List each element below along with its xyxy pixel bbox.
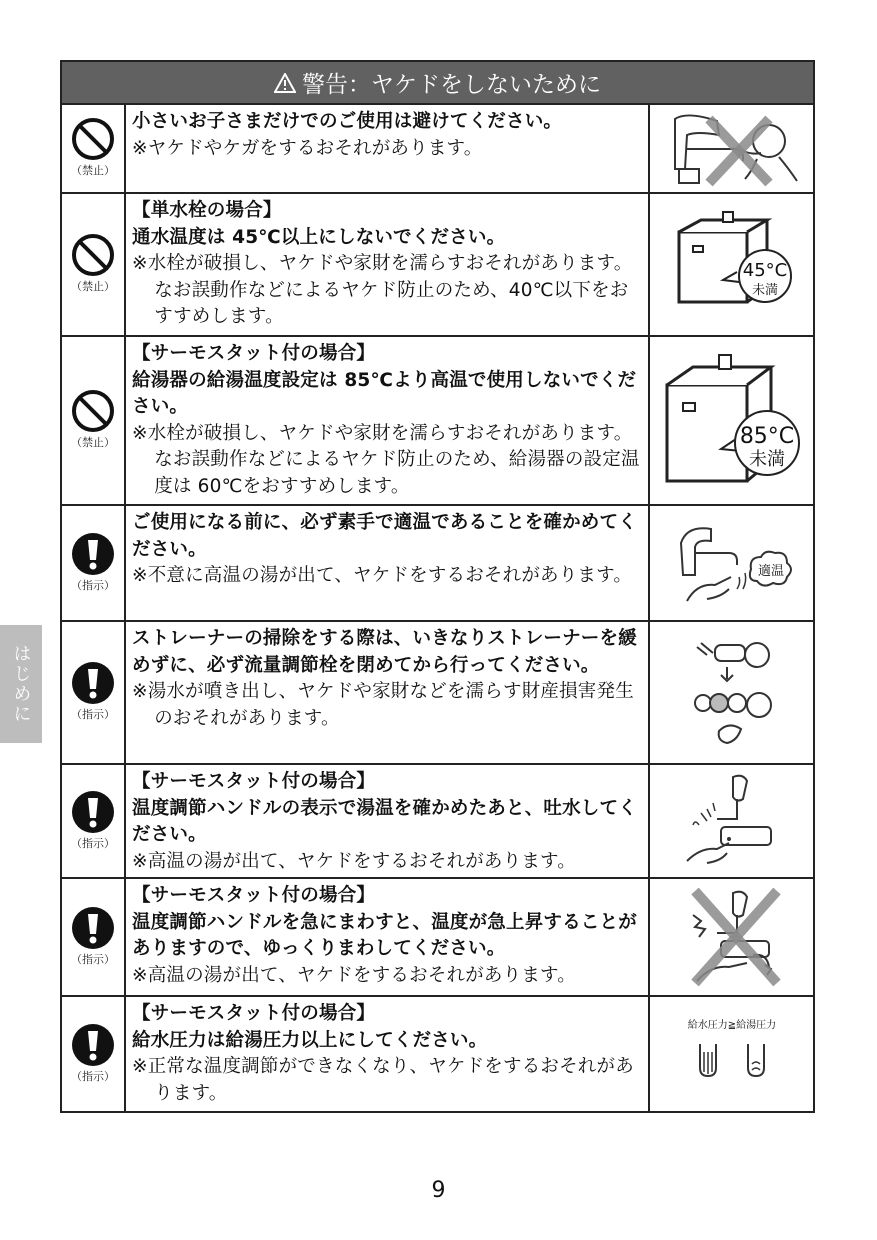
text-note: ※高温の湯が出て、ヤケドをするおそれがあります。 bbox=[132, 850, 576, 872]
symbol-caption: （禁止） bbox=[71, 164, 115, 177]
symbol-caption: （指示） bbox=[71, 578, 115, 592]
warning-text bbox=[126, 194, 650, 335]
pressure-label: 給水圧力≧給湯圧力 bbox=[687, 1020, 776, 1031]
warning-header bbox=[62, 62, 813, 105]
text-line: 【サーモスタット付の場合】 bbox=[132, 771, 376, 792]
illustration-strainer bbox=[650, 622, 813, 763]
warning-triangle-icon bbox=[274, 73, 296, 93]
text-line: ストレーナーの掃除をする際は、いきなりストレーナーを緩めずに、必ず流量調節栓を閉めてから行ってください。 bbox=[132, 628, 637, 676]
symbol-caption: （禁止） bbox=[71, 436, 115, 449]
text-note: ※正常な温度調節ができなくなり、ヤケドをするおそれがあります。 bbox=[132, 1056, 634, 1104]
text-line: 給水圧力は給湯圧力以上にしてください。 bbox=[132, 1029, 488, 1051]
exclamation-icon bbox=[71, 790, 115, 834]
warning-title: 警告：ヤケドをしないために bbox=[302, 72, 601, 98]
text-note: ※水栓が破損し、ヤケドや家財を濡らすおそれがあります。なお誤動作などによるヤケド防止のため、給湯器の設定温度は 60℃をおすすめします。 bbox=[132, 422, 640, 497]
warning-text bbox=[126, 337, 650, 504]
exclamation-icon bbox=[71, 1023, 115, 1067]
text-line: 温度調節ハンドルを急にまわすと、温度が急上昇することがありますので、ゆっくりまわしてください。 bbox=[132, 911, 637, 959]
illustration-child-faucet bbox=[650, 105, 813, 192]
prohibit-icon bbox=[71, 117, 115, 161]
text-note: ※湯水が噴き出し、ヤケドや家財などを濡らす財産損害発生のおそれがあります。 bbox=[132, 681, 634, 729]
instruct-symbol bbox=[62, 765, 126, 877]
exclamation-icon bbox=[71, 532, 115, 576]
temp-label: 85°C bbox=[739, 423, 795, 449]
instruct-symbol bbox=[62, 879, 126, 995]
warning-row bbox=[62, 997, 813, 1111]
text-line: 通水温度は 45℃以上にしないでください。 bbox=[132, 226, 506, 248]
warning-row bbox=[62, 194, 813, 337]
temp-sub: 未満 bbox=[751, 282, 778, 298]
warning-text bbox=[126, 105, 650, 192]
text-line: ご使用になる前に、必ず素手で適温であることを確かめてください。 bbox=[132, 512, 637, 560]
illustration-hand-check bbox=[650, 506, 813, 620]
warning-row bbox=[62, 506, 813, 622]
text-line: 【サーモスタット付の場合】 bbox=[132, 1003, 376, 1024]
warning-table bbox=[60, 60, 815, 1113]
symbol-caption: （指示） bbox=[71, 1069, 115, 1083]
symbol-caption: （指示） bbox=[71, 708, 115, 721]
warning-text bbox=[126, 622, 650, 763]
prohibit-icon bbox=[71, 389, 115, 433]
text-line: 温度調節ハンドルの表示で湯温を確かめたあと、吐水してください。 bbox=[132, 797, 637, 845]
warning-text bbox=[126, 879, 650, 995]
warning-row bbox=[62, 879, 813, 997]
prohibit-symbol bbox=[62, 194, 126, 335]
text-note: ※ヤケドやケガをするおそれがあります。 bbox=[132, 137, 483, 159]
text-note: ※不意に高温の湯が出て、ヤケドをするおそれがあります。 bbox=[132, 565, 633, 586]
text-note: ※高温の湯が出て、ヤケドをするおそれがあります。 bbox=[132, 964, 576, 986]
exclamation-icon bbox=[71, 661, 115, 705]
warning-row bbox=[62, 765, 813, 879]
warning-text bbox=[126, 997, 650, 1111]
page-number: 9 bbox=[431, 1178, 446, 1203]
bubble-label: 適温 bbox=[757, 564, 784, 579]
text-note: ※水栓が破損し、ヤケドや家財を濡らすおそれがあります。なお誤動作などによるヤケド防止のため、40℃以下をおすすめします。 bbox=[132, 253, 633, 327]
instruct-symbol bbox=[62, 997, 126, 1111]
prohibit-symbol bbox=[62, 105, 126, 192]
instruct-symbol bbox=[62, 506, 126, 620]
side-tab: はじめに bbox=[0, 625, 42, 743]
text-line: 小さいお子さまだけでのご使用は避けてください。 bbox=[132, 111, 563, 132]
warning-text bbox=[126, 765, 650, 877]
warning-row bbox=[62, 622, 813, 765]
text-line: 給湯器の給湯温度設定は 85℃より高温で使用しないでください。 bbox=[132, 369, 637, 417]
instruct-symbol bbox=[62, 622, 126, 763]
symbol-caption: （指示） bbox=[71, 836, 115, 850]
exclamation-icon bbox=[71, 906, 115, 950]
prohibit-symbol bbox=[62, 337, 126, 504]
text-line: 【サーモスタット付の場合】 bbox=[132, 343, 376, 364]
temp-sub: 未満 bbox=[749, 448, 785, 470]
text-line: 【サーモスタット付の場合】 bbox=[132, 885, 376, 906]
illustration-water-heater-45 bbox=[650, 194, 813, 335]
symbol-caption: （指示） bbox=[71, 952, 115, 966]
warning-row bbox=[62, 337, 813, 506]
temp-label: 45°C bbox=[742, 259, 787, 281]
warning-row bbox=[62, 105, 813, 194]
illustration-handle-turn-crossed bbox=[650, 879, 813, 995]
prohibit-icon bbox=[71, 233, 115, 277]
illustration-water-heater-85 bbox=[650, 337, 813, 504]
illustration-pressure-compare bbox=[650, 997, 813, 1111]
symbol-caption: （禁止） bbox=[71, 280, 115, 293]
warning-text bbox=[126, 506, 650, 620]
text-line: 【単水栓の場合】 bbox=[132, 200, 282, 221]
illustration-thermostat-check bbox=[650, 765, 813, 877]
